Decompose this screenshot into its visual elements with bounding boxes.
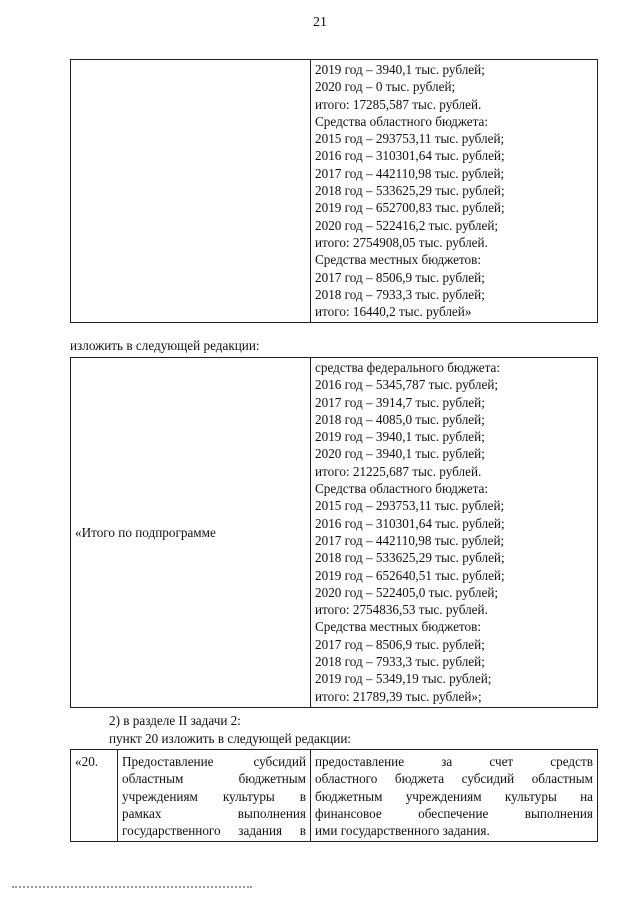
list-item: итого: 2754908,05 тыс. рублей. [315,234,488,250]
funding-list-new [311,358,598,708]
list-item: 2019 год – 3940,1 тыс. рублей; [315,429,485,445]
item-title-line: областным бюджетным [122,771,306,787]
list-item: средства федерального бюджета: [315,360,501,375]
list-item: 2017 год – 442110,98 тыс. рублей; [315,532,505,548]
list-item: 2015 год – 293753,11 тыс. рублей; [315,131,505,147]
list-item: 2018 год – 4085,0 тыс. рублей; [315,411,485,427]
item-number: «20. [71,750,118,842]
list-item: 2017 год – 8506,9 тыс. рублей; [315,636,485,652]
list-item: Средства областного бюджета: [315,481,489,497]
funding-table-old [70,59,598,323]
item-description-line: областного бюджета субсидий областным [315,771,593,787]
list-item: 2016 год – 310301,64 тыс. рублей; [315,148,505,164]
footer-scan-mark [12,886,252,891]
list-item: 2016 год – 5345,787 тыс. рублей; [315,377,499,393]
funding-table-new [70,357,598,708]
item-description-line: финансовое обеспечение выполнения [315,805,593,821]
item-description-cell [311,750,598,842]
item-title-line: государственного задания в [122,823,306,839]
item-title-line: Предоставление субсидий [122,754,306,769]
list-item: 2018 год – 533625,29 тыс. рублей; [315,550,505,566]
list-item: 2019 год – 652700,83 тыс. рублей; [315,200,505,216]
list-item: 2017 год – 3914,7 тыс. рублей; [315,394,485,410]
item-description-line: бюджетным учреждениям культуры на [315,788,593,804]
list-item: 2020 год – 0 тыс. рублей; [315,79,456,95]
list-item: итого: 2754836,53 тыс. рублей. [315,602,488,618]
list-item: 2019 год – 652640,51 тыс. рублей; [315,567,505,583]
subprogram-total-label: «Итого по подпрограмме [71,358,311,708]
item-title-cell [118,750,311,842]
item-description-line: ими государственного задания. [315,823,490,839]
funding-list-old [311,60,598,323]
list-item: 2020 год – 522405,0 тыс. рублей; [315,584,499,600]
list-item: 2020 год – 522416,2 тыс. рублей; [315,217,499,233]
list-item: Средства местных бюджетов: [315,252,482,268]
list-item: 2018 год – 533625,29 тыс. рублей; [315,183,505,199]
item-description-line: предоставление за счет средств [315,754,593,769]
page-number: 21 [313,15,327,30]
item-table [70,749,598,842]
list-item: 2017 год – 442110,98 тыс. рублей; [315,165,505,181]
list-item: Средства областного бюджета: [315,113,489,129]
section-line: 2) в разделе II задачи 2: [109,713,241,728]
list-item: 2019 год – 5349,19 тыс. рублей; [315,671,492,687]
list-item: итого: 21789,39 тыс. рублей»; [315,688,482,704]
list-item: Средства местных бюджетов: [315,619,482,635]
point-line: пункт 20 изложить в следующей редакции: [109,731,352,746]
list-item: 2017 год – 8506,9 тыс. рублей; [315,269,485,285]
list-item: 2019 год – 3940,1 тыс. рублей; [315,62,485,77]
list-item: 2020 год – 3940,1 тыс. рублей; [315,446,485,462]
edit-intro-text: изложить в следующей редакции: [70,338,260,353]
list-item: 2018 год – 7933,3 тыс. рублей; [315,654,485,670]
list-item: итого: 17285,587 тыс. рублей. [315,96,482,112]
list-item: 2015 год – 293753,11 тыс. рублей; [315,498,505,514]
list-item: 2016 год – 310301,64 тыс. рублей; [315,515,505,531]
item-title-line: рамках выполнения [122,805,306,821]
list-item: итого: 21225,687 тыс. рублей. [315,463,482,479]
list-item: 2018 год – 7933,3 тыс. рублей; [315,286,485,302]
item-title-line: учреждениям культуры в [122,788,306,804]
list-item: итого: 16440,2 тыс. рублей» [315,304,472,320]
table-cell-empty [71,60,311,323]
